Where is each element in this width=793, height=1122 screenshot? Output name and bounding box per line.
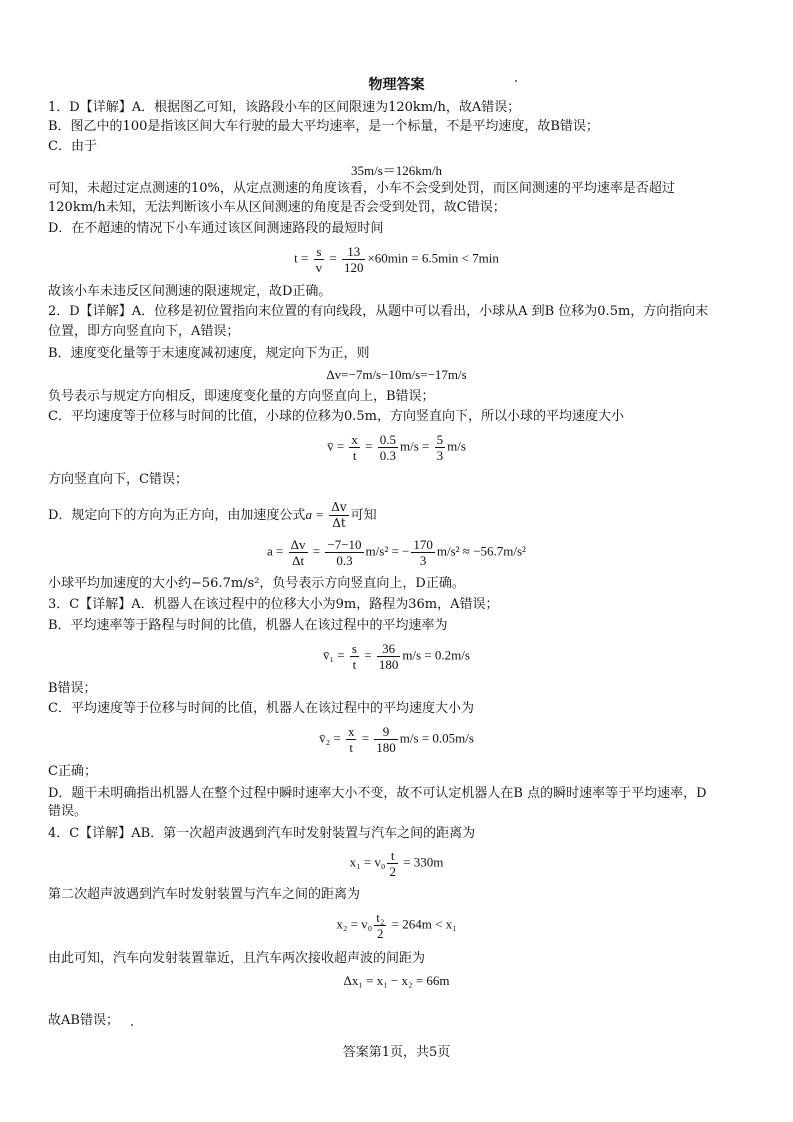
equation-first-distance: x₁ = v₀ $\frac{t}{2}$ = 330m <box>349 848 444 879</box>
q4-interval-text: 由此可知，汽车向发射装置靠近，且汽车两次接收超声波的间距为 <box>48 951 426 966</box>
q1-option-c-text-cont: 120km/h未知，无法判断该小车从区间测速的角度是否会受到处罚，故C错误； <box>48 200 506 215</box>
q1-option-b: B．图乙中的100是指该区间大车行驶的最大平均速率，是一个标量，不是平均速度，故B错误； <box>48 119 599 134</box>
scan-dot <box>515 80 517 82</box>
q4-conclusion: 故AB错误； <box>48 1013 119 1028</box>
q3-option-d-cont: 错误。 <box>48 804 88 819</box>
q2-option-c-direction: 方向竖直向下，C错误； <box>48 472 188 487</box>
q2-option-b-note: 负号表示与规定方向相反，即速度变化量的方向竖直向上，B错误； <box>48 389 435 404</box>
equation-average-acceleration: a = $\frac{\Delta v}{\Delta t}$ = $\frac{-7-10}{0.3}$ m/s² = − $\frac{170}{3}$ m/s² ≈ −56.7m/s² <box>267 537 526 568</box>
equation-average-speed: v̄₁ = $\frac{s}{t}$ = $\frac{36}{180}$ m/s = 0.2m/s <box>323 641 470 672</box>
q2-answer-line: 2．D【详解】A．位移是初位置指向末位置的有向线段，从题中可以看出，小球从A 到B 位移为0.5m，方向指向末 <box>48 304 709 319</box>
page-title: 物理答案 <box>368 77 425 93</box>
q2-option-b: B．速度变化量等于末速度减初速度，规定向下为正，则 <box>48 346 370 361</box>
fraction-s-over-v: $\frac{s}{v}$ <box>315 244 323 275</box>
q2-option-c: C．平均速度等于位移与时间的比值，小球的位移为0.5m，方向竖直向下，所以小球的平均速度大小 <box>48 409 624 424</box>
q2-option-d: D．规定向下的方向为正方向，由加速度公式a = $\frac{\Delta v}{\Delta t}$ 可知 <box>48 500 377 530</box>
scan-dot <box>131 1024 133 1026</box>
q1-option-c-text: 可知，未超过定点测速的10%，从定点测速的角度该看，小车不会受到处罚，而区间测速的平均速率是否超过 <box>48 181 675 196</box>
q3-option-d: D．题干未明确指出机器人在整个过程中瞬时速率大小不变，故不可认定机器人在B 点的瞬时速率等于平均速率，D <box>48 786 707 801</box>
equation-second-distance: x₂ = v₀ $\frac{\text{t₂}}{2}$ = 264m < x₁ <box>336 910 457 941</box>
q3-option-b: B．平均速率等于路程与时间的比值，机器人在该过程中的平均速率为 <box>48 618 448 633</box>
q1-option-c: C．由于 <box>48 139 97 154</box>
q3-answer-line: 3．C【详解】A．机器人在该过程中的位移大小为9m，路程为36m，A错误； <box>48 597 499 612</box>
q3-option-c-result: C正确； <box>48 764 97 779</box>
q1-answer-line: 1．D【详解】A．根据图乙可知，该路段小车的区间限速为120km/h，故A错误； <box>48 100 521 115</box>
equation-delta-v: Δv=−7m/s−10m/s=−17m/s <box>326 367 467 382</box>
q3-option-c: C．平均速度等于位移与时间的比值，机器人在该过程中的平均速度大小为 <box>48 701 474 716</box>
equation-interval: Δx₁ = x₁ − x₂ = 66m <box>343 973 450 988</box>
q4-second-distance-text: 第二次超声波遇到汽车时发射装置与汽车之间的距离为 <box>48 887 361 902</box>
eq2-lhs: t = <box>294 250 312 266</box>
q3-option-b-result: B错误； <box>48 681 97 696</box>
fraction-13-over-120: $\frac{13}{120}$ <box>343 244 364 275</box>
equation-speed-conversion: 35m/s＝126km/h <box>350 163 442 178</box>
q2-answer-line-cont: 位置，即方向竖直向下，A错误； <box>48 324 240 339</box>
page-footer: 答案第1页，共5页 <box>342 1045 451 1060</box>
q1-option-d: D．在不超速的情况下小车通过该区间测速路段的最短时间 <box>48 221 384 236</box>
equation-min-time: t = $\frac{s}{v}$ = $\frac{13}{120}$ ×60min = 6.5min < 7min <box>294 244 499 275</box>
q4-answer-line: 4．C【详解】AB．第一次超声波遇到汽车时发射装置与汽车之间的距离为 <box>48 826 476 841</box>
equation-robot-average-velocity: v̄₂ = $\frac{x}{t}$ = $\frac{9}{180}$ m/s = 0.05m/s <box>319 724 474 755</box>
equation-average-velocity: v̄ = $\frac{x}{t}$ = $\frac{0.5}{0.3}$ m/s = $\frac{5}{3}$ m/s <box>327 432 466 463</box>
q1-conclusion: 故该小车未违反区间测速的限速规定，故D正确。 <box>48 284 332 299</box>
q2-option-d-conclusion: 小球平均加速度的大小约−56.7m/s²，负号表示方向竖直向上，D正确。 <box>48 576 465 591</box>
